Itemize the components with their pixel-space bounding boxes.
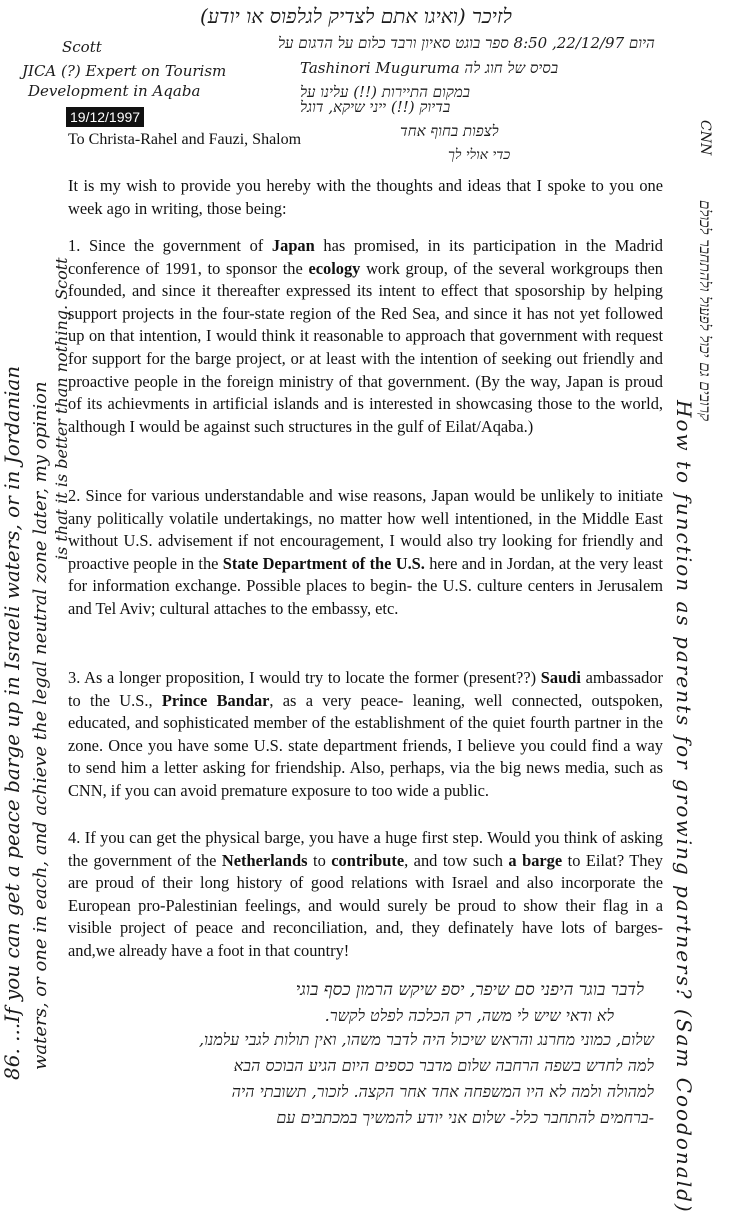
- handwritten-note-line: בדיוק (!!) ייני שיקא, דוגל: [300, 98, 451, 116]
- emphasis-state-department: State Department of the U.S.: [222, 553, 425, 573]
- paragraph-2: 2. Since for various understandable and wise reasons, Japan would be unlikely to initiate any politically volatile undertakings, no matter how well intentioned, in the Middle East without U.S. advisement if not encouragement, I would also try looking for friendly and proactive people in the State Department of the U.S. here and in Jordan, at the very least for information exchange. Possible places to begin- the U.S. culture centers in Jerusalem and Tel Aviv; cultural attaches to the embassy, etc.: [68, 486, 663, 618]
- handwritten-right-margin-note: How to function as parents for growing partners? (Sam Coodonald): [672, 400, 696, 1214]
- emphasis-prince-bandar: Prince Bandar: [161, 690, 270, 710]
- emphasis-ecology: ecology: [308, 258, 361, 278]
- handwritten-left-margin-note: is that it is better than nothing. Scott: [52, 257, 71, 560]
- emphasis-saudi: Saudi: [540, 668, 581, 687]
- handwritten-note-line: במקום התיירות (!!) עלינו על: [300, 83, 470, 101]
- handwritten-development-note: Development in Aqaba: [28, 82, 201, 100]
- salutation: To Christa-Rahel and Fauzi, Shalom: [68, 131, 302, 148]
- intro-paragraph: It is my wish to provide you hereby with the thoughts and ideas that I spoke to you one week ago in writing, those being:: [68, 176, 663, 218]
- emphasis-japan: Japan: [271, 236, 315, 255]
- emphasis-a-barge: a barge: [508, 850, 563, 870]
- handwritten-note-line: בסיס של חוג לה Tashinori Muguruma: [300, 59, 559, 77]
- handwritten-footer-note: שלום, כמוני מחרנג והראש שיכול היה לדבר משהו, ואין תולות לגבי עלמנו,: [198, 1030, 654, 1049]
- paragraph-1: 1. Since the government of Japan has promised, in its participation in the Madrid conference of 1991, to sponsor the ecology work group, of the several workgroups then founded, and since it thereafter expressed its intent to effect that sposorship by helping support projects in the four-state region of the Red Sea, and since it has not yet followed up on that intention, I would think it reasonable to approach that government with request for support for the barge project, or at least with the intention of seeking out friendly and proactive people in the foreign ministry of that government. (By the way, Japan is proud of its achievments in artificial islands and is interested in showcasing those to the world, although I would be against such structures in the gulf of Eilat/Aqaba.): [68, 236, 663, 436]
- handwritten-note-line: היום 22/12/97, 8:50 ספר בוגט סאיון ורבד כלום על הדגום על: [278, 34, 655, 52]
- handwritten-note-line: כדי אולי לך: [448, 147, 511, 163]
- handwritten-footer-note: לדבר בוגר היפני סם שיפר, יספ שיקש הרמון כסף בוגי: [295, 980, 644, 1000]
- handwritten-header-note: לזיכר (ואיגו אתם לצדיק לגלפוס או יודע): [200, 4, 512, 28]
- handwritten-note-line: לצפות בחוף אחד: [400, 122, 499, 140]
- paragraph-3: 3. As a longer proposition, I would try to locate the former (present??) Saudi ambassador to the U.S., Prince Bandar, as a very peace- leaning, well connected, outspoken, educated, and sophisticated member of the establishment of the quiet fourth partner in the zone. Once you have some U.S. state department friends, I believe you could find a way to send him a letter asking for friendship. Also, perhaps, via the big news media, such as CNN, if you can avoid premature exposure to too wide a public.: [68, 668, 663, 800]
- handwritten-jica-note: JICA (?) Expert on Tourism: [22, 62, 227, 80]
- emphasis-netherlands: Netherlands: [221, 850, 308, 870]
- paragraph-4: 4. If you can get the physical barge, you have a huge first step. Would you think of asking the government of the Netherlands to contribute, and tow such a barge to Eilat? They are proud of their long history of good relations with Israel and also incorporate the European pro-Palestinian feelings, and would surely be proud to show their flag in a visible project of peace and reconciliation, and, they definately have lots of barges- and,we already have a foot in that country!: [68, 828, 663, 960]
- handwritten-left-margin-note: waters, or one in each, and achieve the legal neutral zone later, my opinion: [30, 381, 51, 1070]
- handwritten-scott: Scott: [62, 38, 102, 56]
- handwritten-cnn-note: CNN: [697, 120, 713, 156]
- handwritten-footer-note: למה לחדש בשפה הרחבה שלום מדבר כספים היום הגיע הבוכס הבא: [233, 1056, 654, 1075]
- handwritten-footer-note: לא ודאי שיש לי משה, רק הכלכה לפלט לקשר.: [324, 1006, 614, 1025]
- handwritten-footer-note: -ברחמים להתחבר כלל- שלום אני יודע להמשיך במכתבים עם: [276, 1108, 654, 1127]
- handwritten-footer-note: למהולה ולמה לא היו המשפחה אחד אחר הקצה. לזכור, תשובתי היה: [231, 1082, 654, 1101]
- date-stamp: 19/12/1997: [66, 107, 144, 127]
- handwritten-left-margin-note: 86. ...If you can get a peace barge up in Israeli waters, or in Jordanian: [0, 365, 24, 1080]
- handwritten-right-margin-note: קרובים גם יכול לפעול ולהתחבר לכולם: [696, 200, 714, 422]
- emphasis-contribute: contribute: [331, 850, 405, 870]
